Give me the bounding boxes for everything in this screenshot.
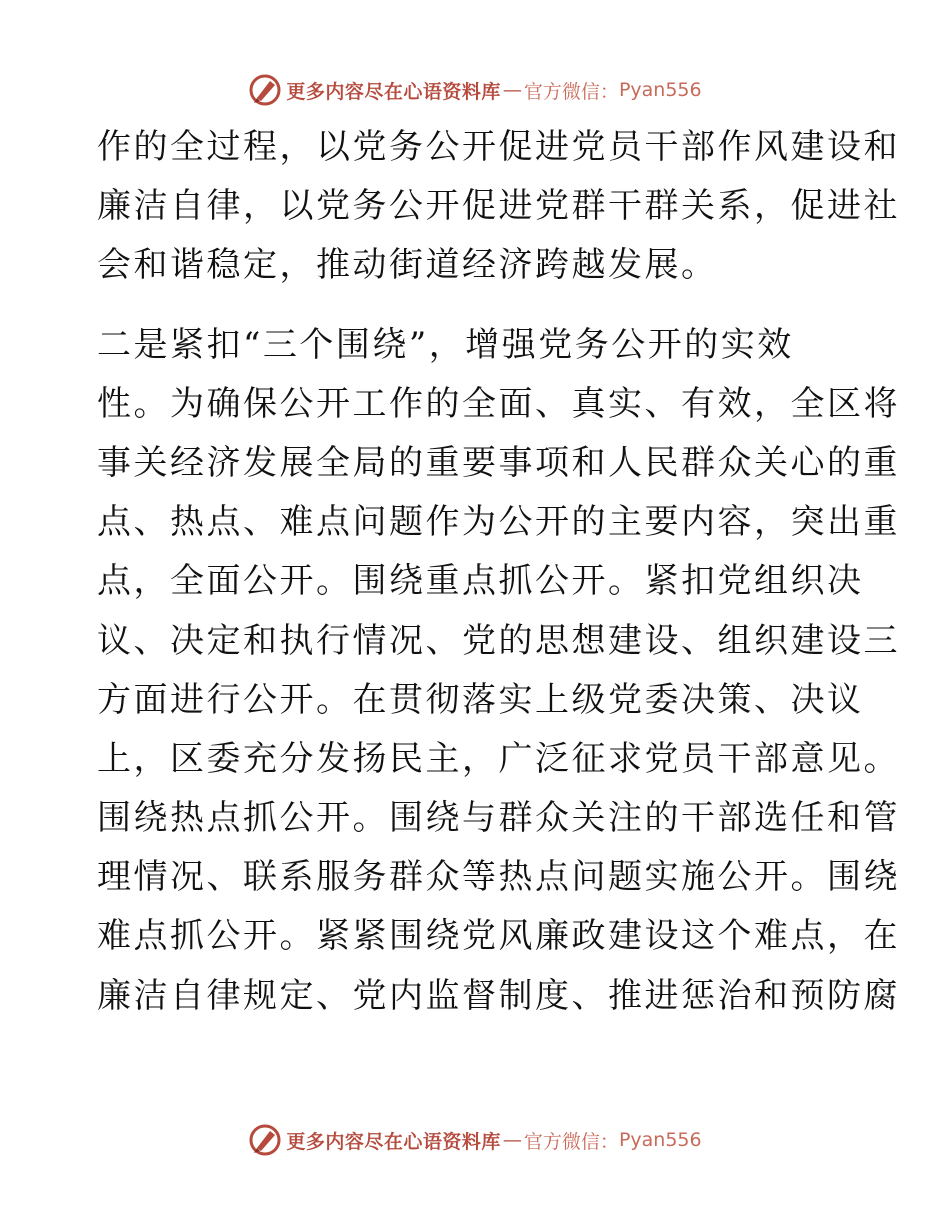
text-line: 上，区委充分发扬民主，广泛征求党员干部意见。	[97, 738, 900, 779]
text-line: 方面进行公开。在贯彻落实上级党委决策、决议	[97, 679, 864, 720]
banner-wechat-id: Pyan556	[618, 1129, 702, 1151]
banner-wechat-label: 官方微信：	[523, 1130, 619, 1153]
pen-nib-logo-icon	[248, 73, 282, 107]
header-banner	[0, 70, 950, 110]
banner-separator: —	[502, 79, 522, 101]
text-line: 廉洁自律规定、党内监督制度、推进惩治和预防腐	[97, 975, 900, 1016]
text-line: 点、热点、难点问题作为公开的主要内容，突出重	[97, 502, 900, 543]
text-line: 点，全面公开。围绕重点抓公开。紧扣党组织决	[97, 561, 864, 602]
text-line: 围绕热点抓公开。围绕与群众关注的干部选任和管	[97, 798, 900, 839]
text-line: 议、决定和执行情况、党的思想建设、组织建设三	[97, 620, 900, 661]
text-line: 性。为确保公开工作的全面、真实、有效，全区将	[97, 383, 900, 424]
text-line: 作的全过程，以党务公开促进党员干部作风建设和	[97, 127, 900, 167]
text-line: 廉洁自律，以党务公开促进党群干群关系，促进社	[97, 186, 900, 227]
text-line: 二是紧扣“三个围绕”，增强党务公开的实效	[97, 324, 794, 365]
text-line: 事关经济发展全局的重要事项和人民群众关心的重	[97, 442, 900, 483]
text-line: 难点抓公开。紧紧围绕党风廉政建设这个难点，在	[97, 916, 900, 957]
banner-wechat-id: Pyan556	[618, 79, 702, 101]
pen-nib-logo-icon	[248, 1123, 282, 1157]
footer-banner	[0, 1120, 950, 1160]
text-line: 会和谐稳定，推动街道经济跨越发展。	[97, 245, 718, 286]
banner-separator: —	[502, 1129, 522, 1151]
text-line: 理情况、联系服务群众等热点问题实施公开。围绕	[97, 857, 900, 898]
banner-text: 更多内容尽在心语资料库	[286, 1130, 501, 1153]
banner-text: 更多内容尽在心语资料库	[286, 80, 501, 103]
document-body	[97, 118, 900, 1026]
paragraph-gap	[97, 296, 857, 316]
banner-wechat-label: 官方微信：	[523, 80, 619, 103]
